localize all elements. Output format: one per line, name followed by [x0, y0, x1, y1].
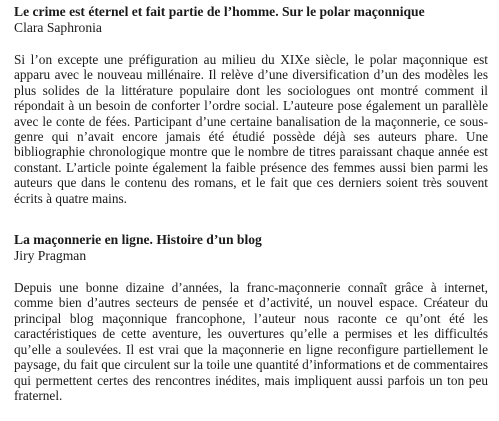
article-polar-maconnique: [14, 4, 488, 206]
article-author: Clara Saphronia: [14, 20, 102, 35]
article-title: La maçonnerie en ligne. Histoire d’un blog: [14, 232, 262, 248]
article-abstract: Depuis une bonne dizaine d’années, la franc-maçonnerie connaît grâce à internet, comme bien d’autres secteurs de pensée et d’activité, un nouvel espace. Créateur du principal blog maçonnique francophone, l’auteur nous raconte ce qu’ont été les caractéristiques de cette aventure, les ouvertures qu’elle a permises et les difficultés qu’elle a soulevées. Il est vrai que la maçonnerie en ligne reconfigure partiellement le paysage, du fait que circulent sur la toile une quantité d’informations et de commentaires qui permettent certes des rencontres inédites, mais impliquent aussi parfois un ton peu fraternel.: [14, 280, 488, 403]
document-page: [14, 4, 488, 403]
article-abstract: Si l’on excepte une préfiguration au milieu du XIXe siècle, le polar maçonnique est apparu avec le nouveau millénaire. Il relève d’une diversification d’un des modèles les plus solides de la littérature populaire dont les sociologues ont montré comment il répondait à un besoin de conforter l’ordre social. L’auteure pose également un parallèle avec le conte de fées. Participant d’une certaine banalisation de la maçonnerie, ce sous-genre qui n’avait encore jamais été étudié possède déjà ses auteurs phare. Une bibliographie chronologique montre que le nombre de titres paraissant chaque année est constant. L’article pointe également la faible présence des femmes aussi bien parmi les auteurs que dans le contenu des romans, et le fait que ces derniers soient très souvent écrits à quatre mains.: [14, 52, 488, 206]
article-maconnerie-en-ligne: [14, 232, 488, 403]
article-title: Le crime est éternel et fait partie de l’homme. Sur le polar maçonnique: [14, 4, 425, 19]
article-author: Jiry Pragman: [14, 248, 87, 264]
